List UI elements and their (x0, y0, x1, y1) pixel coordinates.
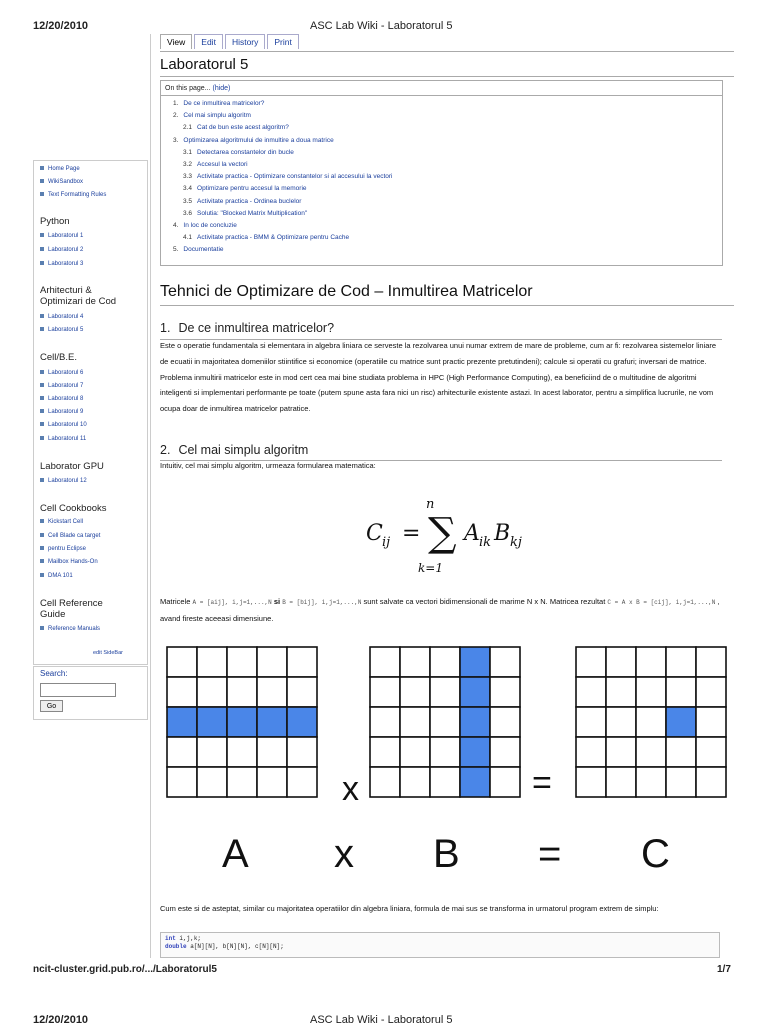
toc-item-label[interactable]: Optimizarea algoritmului de inmultire a doua matrice (183, 136, 334, 144)
sidebar-link[interactable]: Laboratorul 5 (40, 327, 83, 333)
matrix-b-cell (430, 767, 460, 797)
matrix-c-cell (606, 677, 636, 707)
bullet-icon (40, 546, 44, 550)
bullet-icon (40, 314, 44, 318)
matrix-c-cell (636, 767, 666, 797)
matrix-c-cell (636, 677, 666, 707)
formula-sum-top: n (426, 497, 435, 512)
matrix-b-cell (400, 767, 430, 797)
toc-item-number: 3.1 (183, 148, 193, 156)
toc-item[interactable] (161, 171, 722, 183)
bullet-icon (40, 436, 44, 440)
matrix-c-cell (666, 767, 696, 797)
sidebar-section-heading: Cell Cookbooks (40, 503, 107, 514)
formula-b-sub: kj (510, 535, 522, 550)
toc-item-label[interactable]: Activitate practica - BMM & Optimizare pentru Cache (197, 234, 350, 242)
label-b: B (433, 832, 460, 876)
toc-item-number: 1. (173, 100, 179, 107)
matrix-a-cell (257, 677, 287, 707)
sidebar-divider (150, 34, 151, 958)
matrix-a-cell (257, 767, 287, 797)
footer-page-number: 1/7 (717, 964, 731, 975)
matrix-a-cell (197, 677, 227, 707)
toc-item-number: 2.1 (183, 124, 193, 132)
matrix-b-cell (400, 737, 430, 767)
matrix-a-cell (167, 737, 197, 767)
sidebar-section-heading: Cell Reference Guide (40, 598, 103, 620)
matrix-multiplication-formula (340, 488, 600, 578)
toc-item[interactable] (161, 98, 722, 110)
formula-lhs: C (366, 521, 383, 546)
toc-item-number: 2. (173, 112, 179, 120)
formula-sum-bottom: k=1 (418, 561, 443, 575)
matrix-a-cell (167, 767, 197, 797)
matrix-a-cell (197, 647, 227, 677)
sidebar-link[interactable]: Laboratorul 10 (40, 422, 87, 428)
bullet-icon (40, 422, 44, 426)
table-of-contents (160, 80, 723, 266)
matrix-b-cell (370, 737, 400, 767)
sidebar-link[interactable]: pentru Eclipse (40, 546, 86, 552)
article-heading: Tehnici de Optimizare de Cod – Inmultirea Matricelor (160, 283, 533, 300)
matrix-a-cell (197, 707, 227, 737)
matrix-a-cell (287, 647, 317, 677)
sidebar-link[interactable]: Laboratorul 7 (40, 383, 83, 389)
matrix-a-cell (167, 647, 197, 677)
matrix-b-cell (430, 677, 460, 707)
toc-item-label[interactable]: Accesul la vectori (197, 160, 248, 168)
formula-b: B (494, 521, 511, 546)
sidebar-link[interactable]: Laboratorul 8 (40, 396, 83, 402)
sidebar-link[interactable]: Reference Manuals (40, 626, 100, 632)
sidebar-link[interactable]: Laboratorul 2 (40, 247, 83, 253)
matrix-b-cell (400, 647, 430, 677)
toc-item-label[interactable]: In loc de concluzie (183, 221, 237, 229)
toc-item[interactable] (161, 159, 722, 171)
matrix-a-cell (197, 767, 227, 797)
matrix-c-cell (666, 707, 696, 737)
sidebar-section-heading: Cell/B.E. (40, 352, 77, 363)
tab-view[interactable]: View (160, 34, 192, 49)
matrix-c-cell (606, 737, 636, 767)
bullet-icon (40, 166, 44, 170)
matrix-a-cell (287, 767, 317, 797)
matrix-a-cell (257, 647, 287, 677)
sidebar-link[interactable]: Text Formatting Rules (40, 192, 106, 198)
matrix-b-grid (370, 647, 520, 797)
matrix-b-cell (490, 767, 520, 797)
bullet-icon (40, 192, 44, 196)
bullet-icon (40, 233, 44, 237)
sidebar-section-heading: Arhitecturi & Optimizari de Cod (40, 285, 117, 307)
tab-print[interactable]: Print (267, 34, 298, 49)
bullet-icon (40, 261, 44, 265)
section-2-heading: 2. Cel mai simplu algoritm (160, 443, 309, 457)
toc-item[interactable] (161, 122, 722, 134)
matrix-c-cell (606, 707, 636, 737)
matrix-c-cell (576, 707, 606, 737)
matrix-a-grid (167, 647, 317, 797)
matrix-a-cell (167, 677, 197, 707)
matrix-c-cell (576, 647, 606, 677)
formula-equals: = (402, 521, 421, 546)
bullet-icon (40, 179, 44, 183)
formula-a: A (464, 521, 480, 546)
bullet-icon (40, 626, 44, 630)
matrix-b-cell (460, 767, 490, 797)
toc-item-label[interactable]: Activitate practica - Optimizare constantelor si al accesului la vectori (197, 173, 393, 181)
matrix-b-cell (490, 647, 520, 677)
toc-item-label[interactable]: Solutia: "Blocked Matrix Multiplication" (197, 209, 308, 217)
label-c: C (641, 832, 670, 876)
bullet-icon (40, 247, 44, 251)
label-x: x (334, 832, 354, 876)
sidebar-link[interactable]: Laboratorul 11 (40, 436, 86, 442)
section-2-code-intro: Cum este si de asteptat, similar cu majoritatea operatiilor din algebra liniara, formula de mai sus se transforma in urmatorul program extrem de simplu: (160, 904, 659, 913)
matrix-b-cell (490, 737, 520, 767)
matrix-c-cell (696, 647, 726, 677)
sidebar-link[interactable]: Laboratorul 3 (40, 261, 83, 267)
matrix-b-cell (430, 647, 460, 677)
sidebar-section-heading: Laborator GPU (40, 461, 104, 472)
print-title: ASC Lab Wiki - Laboratorul 5 (310, 20, 453, 32)
matrix-c-cell (666, 647, 696, 677)
matrix-a-cell (257, 737, 287, 767)
toc-item[interactable] (161, 183, 722, 195)
sidebar-link[interactable]: Mailbox Hands-On (40, 559, 98, 565)
bullet-icon (40, 396, 44, 400)
toc-item-label[interactable]: Cel mai simplu algoritm (183, 112, 251, 120)
toc-item[interactable] (161, 135, 722, 147)
toc-item-label[interactable]: Optimizare pentru accesul la memorie (197, 185, 307, 193)
sidebar-section-heading: Python (40, 216, 70, 227)
matrix-a-cell (227, 737, 257, 767)
tab-edit[interactable]: Edit (194, 34, 223, 49)
toc-item-number: 3.3 (183, 173, 193, 181)
matrix-a-cell (287, 707, 317, 737)
matrix-b-cell (370, 647, 400, 677)
bullet-icon (40, 327, 44, 331)
next-page-title: ASC Lab Wiki - Laboratorul 5 (310, 1014, 453, 1026)
matrix-c-cell (666, 677, 696, 707)
matrix-a-cell (257, 707, 287, 737)
matrix-c-grid (576, 647, 726, 797)
sidebar-link[interactable]: DMA 101 (40, 573, 73, 579)
code-block: int i,j,k; double a[N][N], b[N][N], c[N][N]; (160, 932, 720, 958)
matrix-c-cell (576, 737, 606, 767)
page-tabs (160, 34, 301, 49)
sidebar-link[interactable]: Laboratorul 4 (40, 314, 83, 320)
matrix-b-cell (370, 767, 400, 797)
title-underline (160, 76, 734, 77)
matrix-b-cell (460, 737, 490, 767)
bullet-icon (40, 559, 44, 563)
toc-item[interactable] (161, 244, 722, 256)
matrix-a-cell (197, 737, 227, 767)
toc-item-number: 4.1 (183, 234, 193, 242)
toc-list (161, 98, 722, 256)
toc-item[interactable] (161, 208, 722, 220)
toc-item-label[interactable]: Detectarea constantelor din bucle (197, 148, 294, 156)
toc-item-label[interactable]: Cat de bun este acest algoritm? (197, 124, 289, 132)
matrix-c-cell (606, 767, 636, 797)
toc-item-label[interactable]: Documentatie (183, 246, 224, 254)
formula-lhs-sub: ij (382, 535, 391, 550)
toc-separator (161, 95, 722, 96)
matrix-b-cell (460, 677, 490, 707)
tab-history[interactable]: History (225, 34, 265, 49)
toc-item-number: 3. (173, 136, 179, 144)
formula-sigma: ∑ (428, 510, 457, 556)
matrix-b-cell (490, 677, 520, 707)
matrix-c-cell (666, 737, 696, 767)
matrix-c-cell (576, 677, 606, 707)
toc-hide-link[interactable]: (hide) (212, 85, 231, 92)
matrix-c-cell (696, 707, 726, 737)
search-label: Search: (40, 669, 68, 678)
toc-item[interactable] (161, 147, 722, 159)
bullet-icon (40, 383, 44, 387)
matrix-a-cell (167, 707, 197, 737)
toc-item-number: 3.4 (183, 185, 193, 193)
label-a: A (222, 832, 249, 876)
toc-item[interactable] (161, 110, 722, 122)
bullet-icon (40, 519, 44, 523)
section-1-heading: 1. De ce inmultirea matricelor? (160, 321, 335, 335)
toc-item-number: 3.6 (183, 209, 193, 217)
print-date: 12/20/2010 (33, 20, 89, 32)
bullet-icon (40, 478, 44, 482)
toc-item-number: 3.5 (183, 197, 193, 205)
sidebar-link[interactable]: WikiSandbox (40, 179, 83, 185)
sidebar-link[interactable]: Kickstart Cell (40, 519, 83, 525)
bullet-icon (40, 370, 44, 374)
matrix-a-cell (287, 677, 317, 707)
matrix-c-cell (576, 767, 606, 797)
section-2-matrices-paragraph: Matricele A = [aij], i,j=1,...,N si B = [bij], i,j=1,...,N sunt salvate ca vectori bidimensionali de marime N x N. Matricea rezultat C = A x B = [cij], i,j=1,...,N , avand fireste aceeasi dimensiune. (160, 597, 720, 623)
edit-sidebar-link[interactable]: edit SideBar (93, 650, 123, 656)
sidebar-link[interactable]: Laboratorul 1 (40, 233, 83, 239)
formula-a-sub: ik (479, 535, 492, 550)
toc-item-number: 5. (173, 246, 179, 254)
toc-item-label[interactable]: Activitate practica - Ordinea buclelor (197, 197, 302, 205)
toc-item-number: 4. (173, 221, 179, 229)
toc-item-number: 3.2 (183, 160, 193, 168)
matrix-b-cell (430, 737, 460, 767)
matrix-c-cell (636, 737, 666, 767)
matrix-b-cell (400, 707, 430, 737)
sidebar-link[interactable]: Home Page (40, 166, 80, 172)
section-2-intro: Intuitiv, cel mai simplu algoritm, urmeaza formularea matematica: (160, 461, 376, 470)
toc-item-label[interactable]: De ce inmultirea matricelor? (183, 100, 265, 107)
sidebar-link[interactable]: Laboratorul 9 (40, 409, 83, 415)
matrix-b-cell (430, 707, 460, 737)
sidebar-link[interactable]: Cell Blade ca target (40, 533, 100, 539)
matrix-b-cell (460, 707, 490, 737)
toc-item[interactable] (161, 232, 722, 244)
toc-item[interactable] (161, 220, 722, 232)
bullet-icon (40, 533, 44, 537)
matrix-b-cell (490, 707, 520, 737)
sidebar-link[interactable]: Laboratorul 6 (40, 370, 83, 376)
matrix-a-cell (227, 677, 257, 707)
matrix-b-cell (370, 677, 400, 707)
matrix-b-cell (460, 647, 490, 677)
search-input[interactable] (40, 683, 116, 697)
page-title: Laboratorul 5 (160, 56, 249, 73)
article-heading-underline (160, 305, 734, 306)
matrix-a-cell (227, 707, 257, 737)
matrix-b-cell (370, 707, 400, 737)
toc-title: On this page... (hide) (165, 85, 231, 92)
toc-item[interactable] (161, 196, 722, 208)
tab-underline (160, 51, 734, 52)
matrix-c-cell (636, 707, 666, 737)
matrix-c-cell (696, 767, 726, 797)
matrix-b-cell (400, 677, 430, 707)
label-equals: = (538, 832, 562, 876)
sidebar-link[interactable]: Laboratorul 12 (40, 478, 87, 484)
figure-equals-sign: = (532, 764, 552, 802)
matrix-c-cell (606, 647, 636, 677)
matrix-a-cell (287, 737, 317, 767)
figure-times-sign: x (342, 770, 359, 808)
matrix-a-cell (227, 647, 257, 677)
matrix-c-cell (636, 647, 666, 677)
matrix-c-cell (696, 737, 726, 767)
section-1-paragraph: Este o operatie fundamentala si elementara in algebra liniara ce serveste la rezolvarea unui numar extrem de mare de probleme, cum ar fi: rezolvarea sistemelor liniare de ecuatii in majoritatea domeniilor stiintifice si economice (operatiile cu matrice sunt practic prezente pretutindeni); calcule si operatii cu grafuri; inversari de matrice. Problema inmultirii matricelor este in mod cert cea mai bine studiata problema in HPC (High Performance Computing), ea beneficiind de o multitudine de algoritmi inteligenti si implementari performante pe toate (putem spune asta fara nici un risc) arhitecturile existente astazi. In acest laborator, pentru a simplifica lucrurile, ne vom ocupa doar de inmultirea matricelor patratice. (160, 341, 717, 414)
bullet-icon (40, 573, 44, 577)
next-page-date: 12/20/2010 (33, 1014, 89, 1026)
matrix-a-cell (227, 767, 257, 797)
go-button[interactable]: Go (40, 700, 63, 712)
matrix-c-cell (696, 677, 726, 707)
bullet-icon (40, 409, 44, 413)
footer-url: ncit-cluster.grid.pub.ro/.../Laboratorul5 (33, 964, 217, 975)
